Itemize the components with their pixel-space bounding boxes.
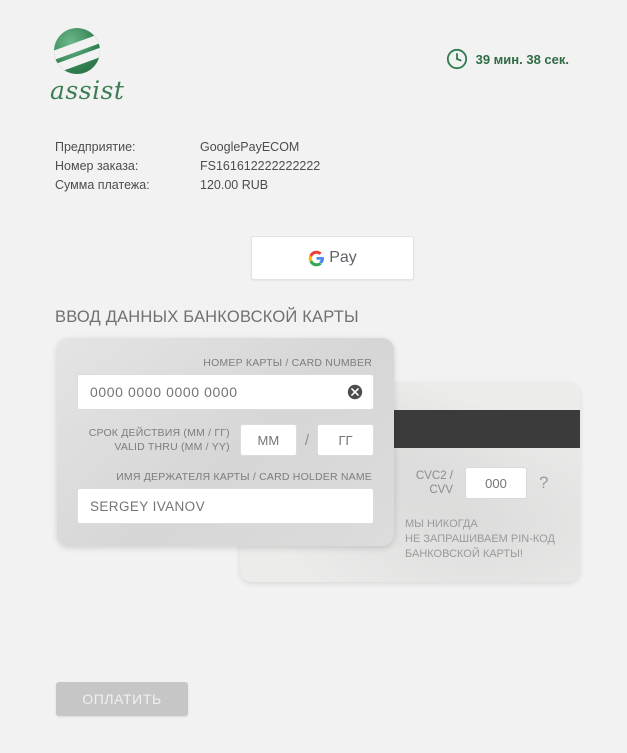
expiry-month-input[interactable] <box>240 424 297 456</box>
assist-leaf-logo-icon <box>54 28 100 74</box>
card-front-form <box>57 338 394 546</box>
google-g-icon <box>308 250 325 267</box>
card-number-label: НОМЕР КАРТЫ / CARD NUMBER <box>203 357 372 369</box>
cvc-warning-note: МЫ НИКОГДА НЕ ЗАПРАШИВАЕМ PIN-КОД БАНКОВСКОЙ КАРТЫ! <box>405 518 555 560</box>
logo-text: assist <box>50 76 125 105</box>
card-holder-label: ИМЯ ДЕРЖАТЕЛЯ КАРТЫ / CARD HOLDER NAME <box>116 471 372 483</box>
timer-text: 39 мин. 38 сек. <box>475 51 569 67</box>
order-label-amount: Сумма платежа: <box>55 178 150 192</box>
assist-logo <box>50 28 190 105</box>
cvc-input[interactable] <box>465 467 527 499</box>
google-pay-button[interactable] <box>251 236 414 280</box>
expiry-year-input[interactable] <box>317 424 374 456</box>
page-title: ВВОД ДАННЫХ БАНКОВСКОЙ КАРТЫ <box>55 308 359 326</box>
cvc-label: CVC2 / CVV <box>415 470 453 496</box>
card-holder-input[interactable] <box>77 488 374 524</box>
order-value-merchant: GooglePayECOM <box>200 140 300 154</box>
order-row <box>55 138 320 157</box>
pay-button[interactable]: ОПЛАТИТЬ <box>56 682 188 716</box>
session-timer <box>446 48 569 70</box>
google-pay-label: Pay <box>329 249 357 266</box>
order-value-amount: 120.00 RUB <box>200 178 269 192</box>
expiry-separator: / <box>304 431 309 449</box>
expiry-label-en: VALID THRU (MM / YY) <box>114 441 230 453</box>
card-number-field-wrap <box>77 374 374 410</box>
clear-circle-icon[interactable] <box>346 383 364 401</box>
order-info <box>55 138 320 195</box>
expiry-label-ru: СРОК ДЕЙСТВИЯ (ММ / ГГ) <box>88 427 230 439</box>
order-row <box>55 157 320 176</box>
question-mark-icon[interactable]: ? <box>539 473 549 492</box>
order-label-number: Номер заказа: <box>55 159 139 173</box>
order-row <box>55 176 320 195</box>
order-label-merchant: Предприятие: <box>55 140 136 154</box>
expiry-labels <box>89 426 230 454</box>
page-header <box>0 0 627 112</box>
google-pay-content <box>308 249 357 267</box>
order-value-number: FS161612222222222 <box>200 159 321 173</box>
cvc-field-group <box>405 467 548 499</box>
clock-icon <box>446 48 468 70</box>
expiry-field-group <box>73 424 378 456</box>
card-number-input[interactable] <box>77 374 374 410</box>
